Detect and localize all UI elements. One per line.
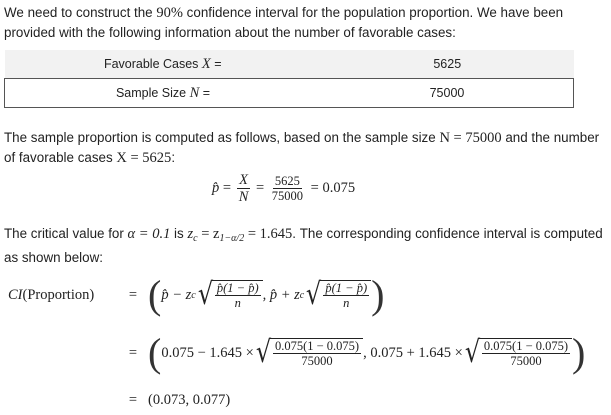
sample-size-value: 75000 bbox=[429, 86, 465, 100]
n-expression: N = 75000 bbox=[439, 130, 502, 146]
table-row-favorable bbox=[5, 50, 574, 79]
confidence-level: 90% bbox=[156, 5, 183, 21]
ci-result-row: = (0.073, 0.077) bbox=[128, 392, 231, 408]
phat-symbol: p̂ bbox=[212, 180, 220, 196]
sqrt-value-right: √ $\frac{0.075(1 - 0.075)}{75000}$ bbox=[463, 338, 572, 368]
ci-result: (0.073, 0.077) bbox=[148, 392, 231, 408]
sample-proportion-paragraph: The sample proportion is computed as follows, based on the sample size N = 75000 and the number of favorable cases X = 5625: bbox=[4, 130, 600, 166]
sqrt-value-left: √ $\frac{0.075(1 - 0.075)}{75000}$ bbox=[254, 338, 363, 368]
intro-text-start: We need to construct the bbox=[4, 5, 157, 20]
x-over-n-fraction: $\frac{X}{N}$ bbox=[238, 172, 249, 205]
sample-size-label: Sample Size N = bbox=[115, 84, 211, 101]
phat-result: = 0.075 bbox=[310, 180, 356, 196]
value-fraction: $\frac{5625}{75000}$ bbox=[271, 174, 304, 203]
critical-value-paragraph: The critical value for α = 0.1 is $z_c = z_{1-\alpha/2} = 1.645$. The corresponding confidence interval is computed as shown below: bbox=[4, 226, 603, 265]
x-expression: X = 5625 bbox=[116, 150, 172, 166]
info-table bbox=[4, 50, 574, 108]
critical-value-expression: $z_c = z_{1-\alpha/2} = 1.645$ bbox=[187, 226, 293, 244]
ci-label: CI(Proportion) bbox=[8, 286, 95, 303]
ci-formula-row: CI(Proportion) = ( p̂ − z c √ $\frac{p̂(1 - p̂)}{n}$ , p̂ + z c √ $\frac{p̂(1 - p̂)}{n}$ ) bbox=[4, 275, 384, 315]
intro-text-end: confidence interval for the population proportion. We have been provided with the following information about the number of favorable cases: bbox=[4, 5, 564, 40]
table-row-sample-size bbox=[5, 79, 574, 108]
favorable-cases-label: Favorable Cases X = bbox=[103, 55, 222, 72]
phat-equation: p̂ = $\frac{X}{N}$ = $\frac{5625}{75000}$ = 0.075 bbox=[212, 172, 356, 205]
sqrt-term-right: √ $\frac{p̂(1 - p̂)}{n}$ bbox=[304, 280, 371, 310]
alpha-expression: α = 0.1 bbox=[127, 226, 171, 242]
sqrt-term-left: √ $\frac{p̂(1 - p̂)}{n}$ bbox=[196, 280, 263, 310]
ci-substitution-row: = ( 0.075 − 1.645 × √ $\frac{0.075(1 - 0.075)}{75000}$ , 0.075 + 1.645 × √ $\frac{0.075(1 - 0.075)}{75000}$ ) bbox=[128, 330, 586, 375]
intro-paragraph bbox=[4, 3, 604, 42]
favorable-cases-value: 5625 bbox=[433, 57, 462, 71]
